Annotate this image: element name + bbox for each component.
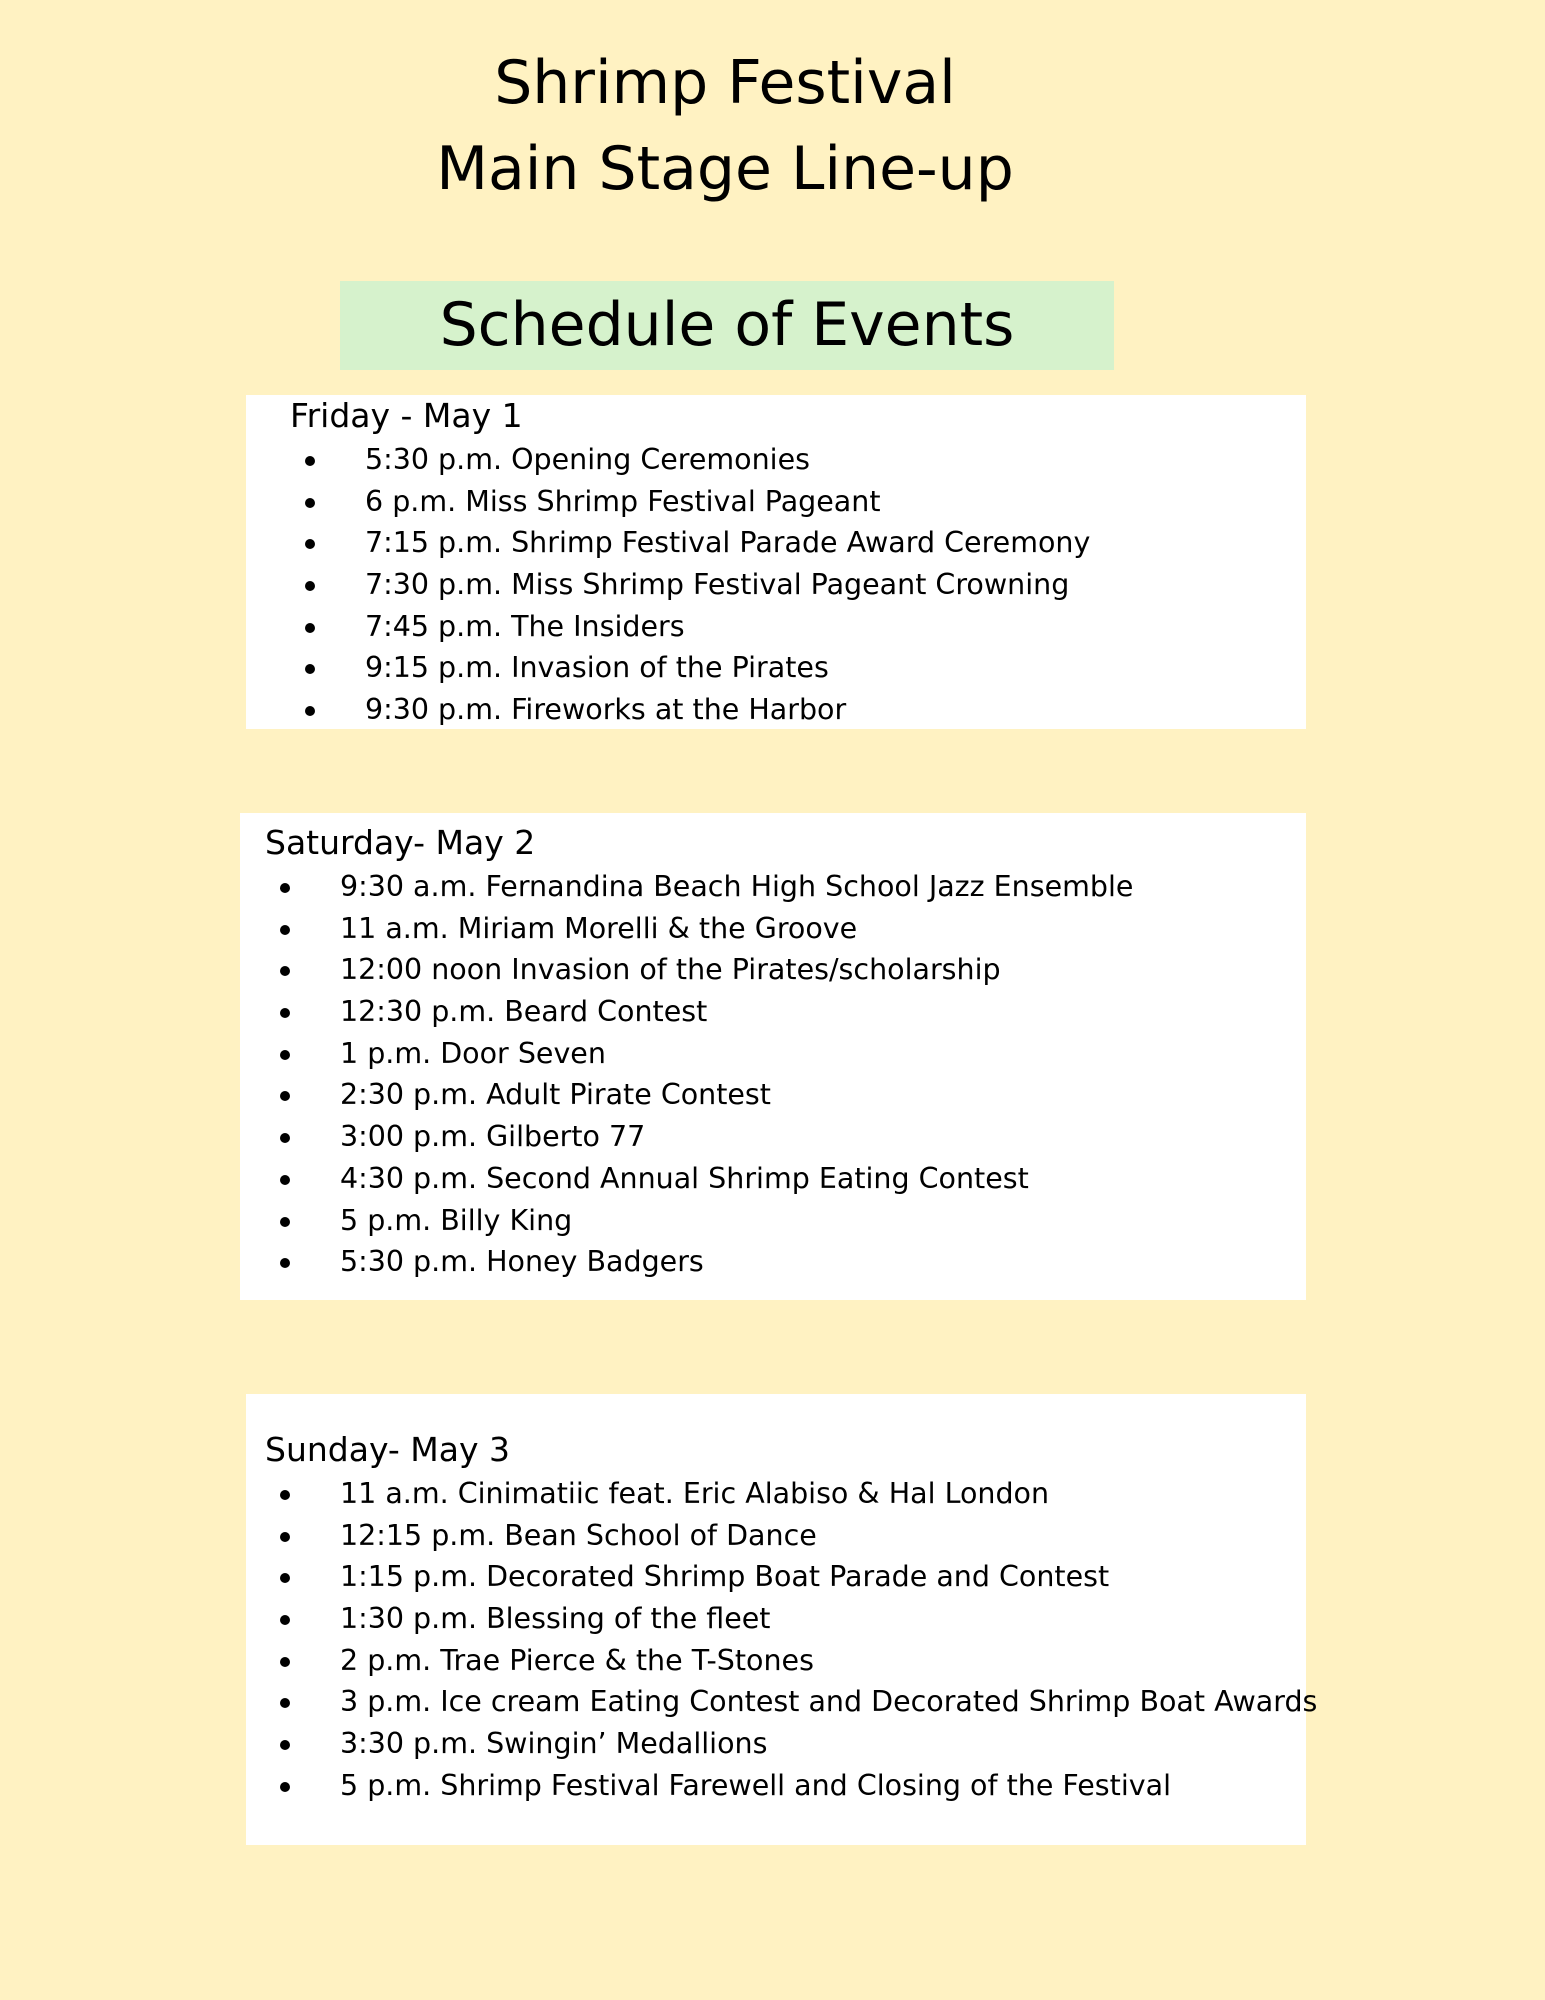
event-list [280,866,1133,1283]
event-list [280,1473,1317,1807]
event-item: 5:30 p.m. Opening Ceremonies [305,439,1090,481]
day-title: Sunday- May 3 [265,1430,511,1469]
event-item: 7:30 p.m. Miss Shrimp Festival Pageant Crowning [305,564,1090,606]
page-title: Shrimp Festival [494,48,956,118]
event-item: 5 p.m. Shrimp Festival Farewell and Closing of the Festival [280,1765,1317,1807]
event-item: 5:30 p.m. Honey Badgers [280,1241,1133,1283]
event-item: 4:30 p.m. Second Annual Shrimp Eating Contest [280,1158,1133,1200]
event-list [305,439,1090,731]
day-title: Friday - May 1 [290,396,523,435]
event-item: 2 p.m. Trae Pierce & the T-Stones [280,1640,1317,1682]
schedule-banner: Schedule of Events [340,281,1114,370]
event-item: 12:15 p.m. Bean School of Dance [280,1515,1317,1557]
event-item: 9:15 p.m. Invasion of the Pirates [305,647,1090,689]
day-section-friday [246,395,1306,729]
event-item: 12:30 p.m. Beard Contest [280,991,1133,1033]
day-title: Saturday- May 2 [265,823,536,862]
event-item: 3:00 p.m. Gilberto 77 [280,1116,1133,1158]
event-item: 9:30 p.m. Fireworks at the Harbor [305,689,1090,731]
event-item: 12:00 noon Invasion of the Pirates/scholarship [280,949,1133,991]
event-item: 1 p.m. Door Seven [280,1033,1133,1075]
event-item: 3:30 p.m. Swingin’ Medallions [280,1723,1317,1765]
event-item: 1:15 p.m. Decorated Shrimp Boat Parade and Contest [280,1556,1317,1598]
event-item: 11 a.m. Cinimatiic feat. Eric Alabiso & Hal London [280,1473,1317,1515]
event-item: 5 p.m. Billy King [280,1200,1133,1242]
page-subtitle: Main Stage Line-up [436,134,1014,204]
event-item: 9:30 a.m. Fernandina Beach High School Jazz Ensemble [280,866,1133,908]
event-item: 11 a.m. Miriam Morelli & the Groove [280,908,1133,950]
event-item: 2:30 p.m. Adult Pirate Contest [280,1074,1133,1116]
day-section-sunday [246,1394,1318,1845]
event-item: 7:45 p.m. The Insiders [305,606,1090,648]
event-item: 6 p.m. Miss Shrimp Festival Pageant [305,481,1090,523]
event-item: 3 p.m. Ice cream Eating Contest and Decorated Shrimp Boat Awards [280,1681,1317,1723]
event-item: 1:30 p.m. Blessing of the fleet [280,1598,1317,1640]
day-section-saturday [240,813,1306,1300]
event-item: 7:15 p.m. Shrimp Festival Parade Award Ceremony [305,522,1090,564]
